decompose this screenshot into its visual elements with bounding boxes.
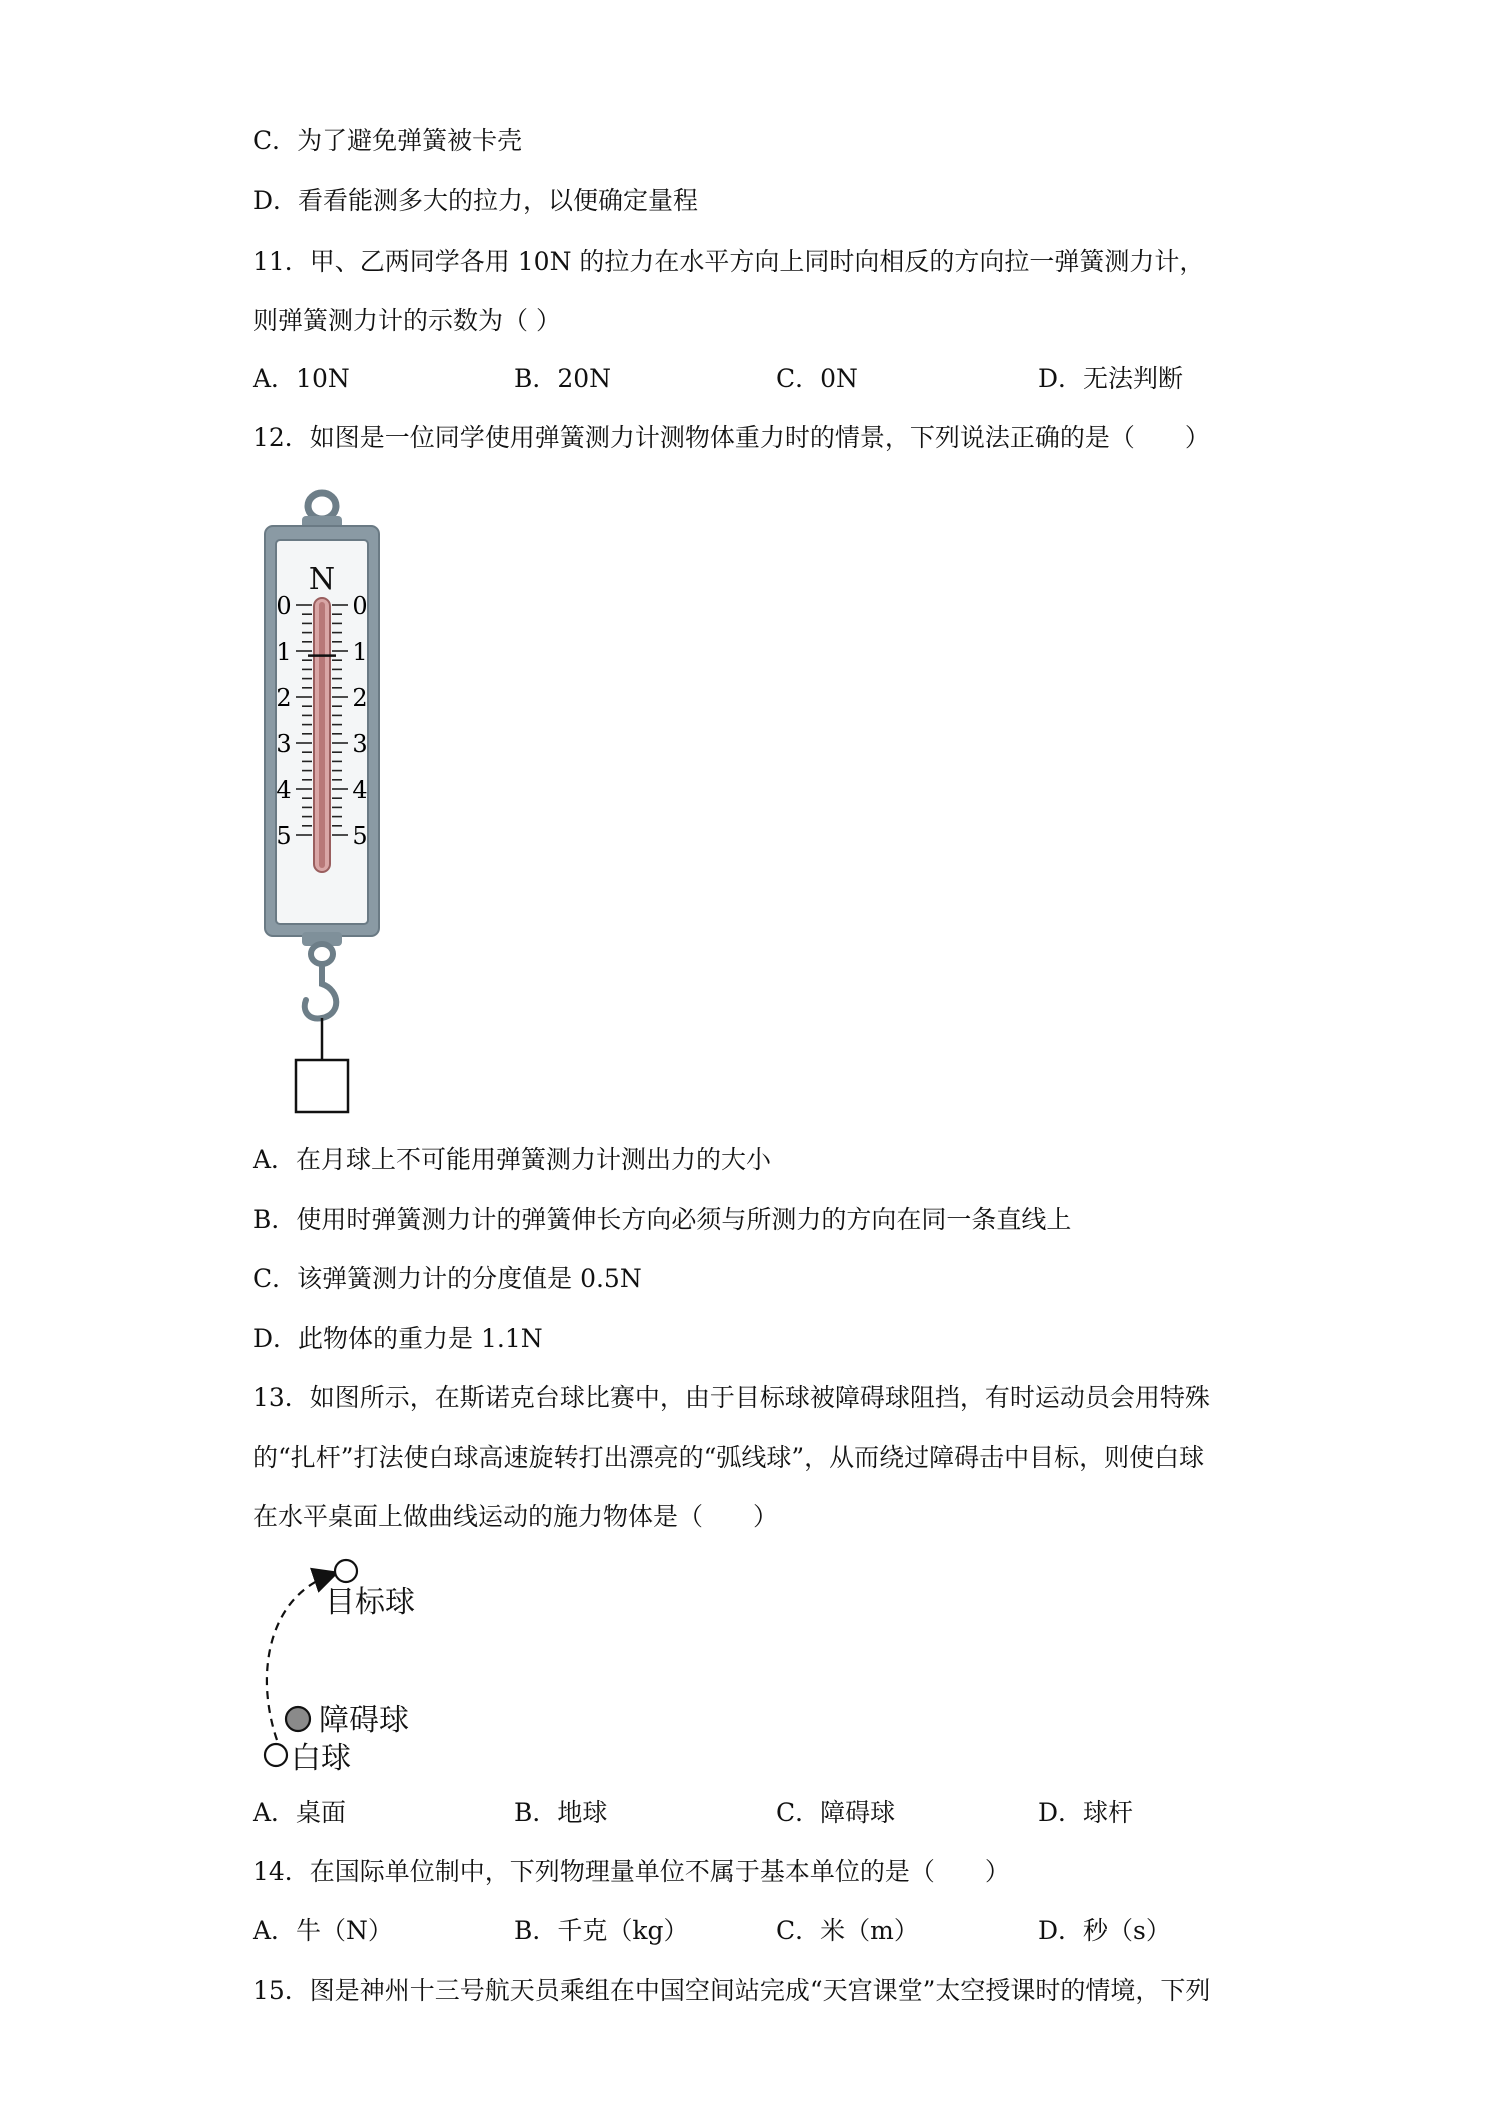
q11-option-a: A．10N xyxy=(253,364,350,393)
q12-option-b: B．使用时弹簧测力计的弹簧伸长方向必须与所测力的方向在同一条直线上 xyxy=(253,1205,1072,1234)
target-ball xyxy=(335,1560,357,1582)
obstacle-ball xyxy=(286,1707,310,1731)
right-tick-2: 2 xyxy=(352,684,368,712)
q14-option-b: B．千克（kg） xyxy=(514,1916,689,1945)
q12-option-a: A．在月球上不可能用弹簧测力计测出力的大小 xyxy=(253,1145,772,1174)
target-ball-label: 目标球 xyxy=(325,1585,415,1620)
left-tick-5: 5 xyxy=(276,822,292,850)
q13-stem-line2: 的“扎杆”打法使白球高速旋转打出漂亮的“弧线球”，从而绕过障碍击中目标，则使白球 xyxy=(253,1443,1205,1472)
q11-stem-line2: 则弹簧测力计的示数为（ ） xyxy=(253,306,561,335)
spring-tube-core xyxy=(319,602,325,868)
q15-stem: 15．图是神州十三号航天员乘组在中国空间站完成“天宫课堂”太空授课时的情境，下列 xyxy=(253,1976,1211,2005)
spring-scale-figure xyxy=(250,484,390,1124)
q12-option-c: C．该弹簧测力计的分度值是 0.5N xyxy=(253,1264,642,1293)
top-ring xyxy=(308,493,336,519)
cue-ball-label: 白球 xyxy=(291,1741,351,1776)
q13-option-c: C．障碍球 xyxy=(776,1798,896,1827)
q13-option-d: D．球杆 xyxy=(1038,1798,1134,1827)
left-tick-1: 1 xyxy=(276,638,292,666)
q14-option-a: A．牛（N） xyxy=(253,1916,393,1945)
q11-option-d: D．无法判断 xyxy=(1038,364,1184,393)
right-tick-4: 4 xyxy=(352,776,368,804)
q10-option-c: C．为了避免弹簧被卡壳 xyxy=(253,126,523,155)
q12-option-d: D．此物体的重力是 1.1N xyxy=(253,1324,543,1353)
q14-option-d: D．秒（s） xyxy=(1038,1916,1171,1945)
right-tick-1: 1 xyxy=(352,638,368,666)
q14-stem: 14．在国际单位制中，下列物理量单位不属于基本单位的是（ ） xyxy=(253,1857,1010,1886)
q13-stem-line1: 13．如图所示，在斯诺克台球比赛中，由于目标球被障碍球阻挡，有时运动员会用特殊 xyxy=(253,1383,1210,1412)
left-tick-3: 3 xyxy=(276,730,292,758)
q13-option-a: A．桌面 xyxy=(253,1798,347,1827)
hook-icon xyxy=(305,964,336,1019)
q13-stem-line3: 在水平桌面上做曲线运动的施力物体是（ ） xyxy=(253,1502,779,1531)
snooker-figure xyxy=(255,1556,455,1776)
left-tick-0: 0 xyxy=(276,592,292,620)
right-tick-0: 0 xyxy=(352,592,368,620)
right-tick-5: 5 xyxy=(352,822,368,850)
q11-stem-line1: 11．甲、乙两同学各用 10N 的拉力在水平方向上同时向相反的方向拉一弹簧测力计， xyxy=(253,247,1205,276)
hanging-block xyxy=(296,1060,348,1112)
q13-option-b: B．地球 xyxy=(514,1798,608,1827)
left-tick-2: 2 xyxy=(276,684,292,712)
cue-ball xyxy=(265,1744,287,1766)
right-tick-3: 3 xyxy=(352,730,368,758)
q12-stem: 12．如图是一位同学使用弹簧测力计测物体重力时的情景，下列说法正确的是（ ） xyxy=(253,423,1210,452)
left-tick-4: 4 xyxy=(276,776,292,804)
q11-option-c: C．0N xyxy=(776,364,858,393)
q14-option-c: C．米（m） xyxy=(776,1916,919,1945)
q11-option-b: B．20N xyxy=(514,364,612,393)
unit-label: N xyxy=(308,562,336,597)
obstacle-ball-label: 障碍球 xyxy=(319,1703,409,1738)
q10-option-d: D．看看能测多大的拉力，以便确定量程 xyxy=(253,186,699,215)
